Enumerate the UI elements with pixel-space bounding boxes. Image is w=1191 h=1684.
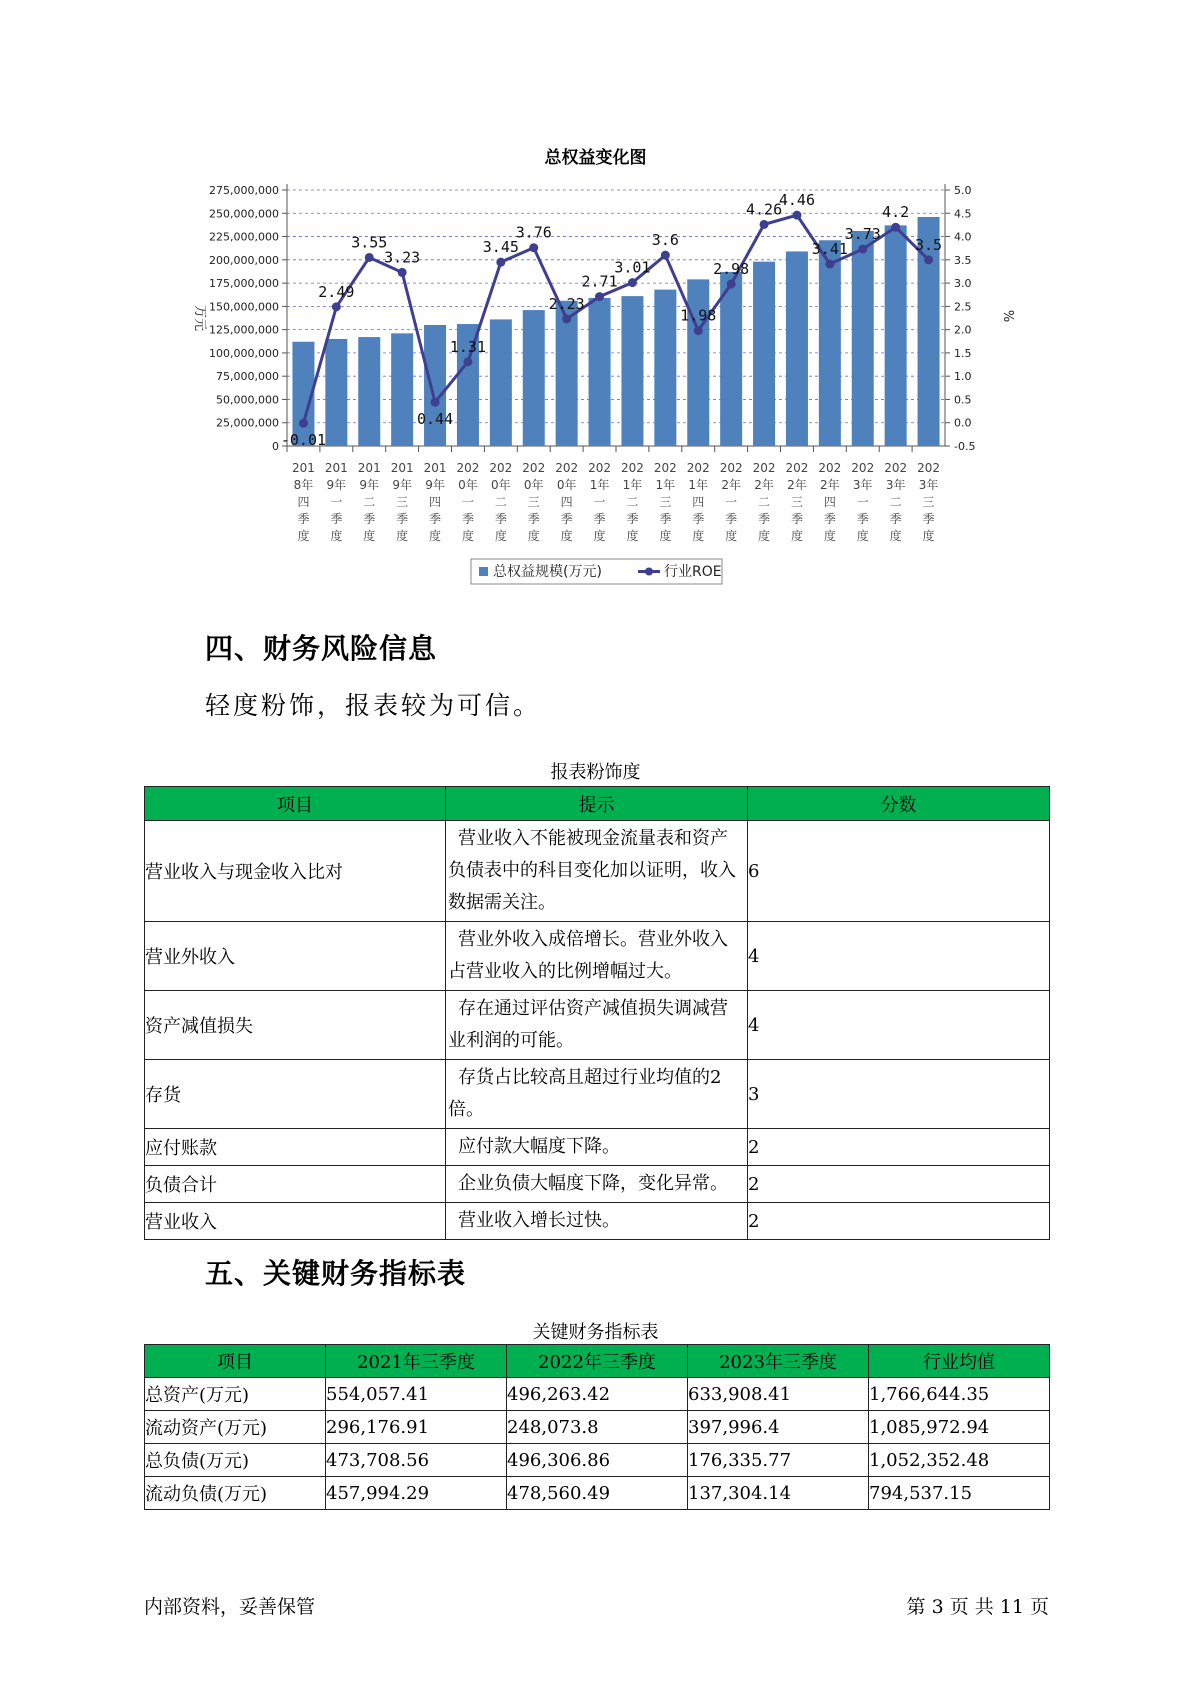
right-axis-tick-label: 0.0	[954, 416, 972, 430]
value-cell: 296,176.91	[326, 1411, 507, 1444]
roe-data-label: 1.31	[449, 337, 487, 356]
roe-point	[858, 245, 867, 254]
section-heading-key-metrics: 五、关键财务指标表	[205, 1257, 467, 1290]
x-axis-tick-label: 季	[560, 512, 573, 526]
roe-point	[431, 398, 440, 407]
bar	[885, 225, 907, 446]
roe-data-label: 3.23	[384, 248, 421, 267]
right-axis-tick-label: 0.5	[954, 393, 972, 407]
roe-data-label: 3.73	[844, 225, 881, 244]
roe-point	[595, 292, 604, 301]
x-axis-tick-label: 度	[790, 529, 803, 543]
right-axis-tick-label: 2.5	[954, 300, 972, 314]
right-axis-tick-label: 4.0	[954, 230, 972, 244]
x-axis-tick-label: 度	[889, 529, 902, 543]
left-axis-tick-label: 175,000,000	[209, 277, 279, 291]
roe-data-label: 2.98	[713, 260, 750, 279]
x-axis-tick-label: 1年	[589, 478, 610, 492]
x-axis-tick-label: 三	[922, 495, 935, 509]
x-axis-tick-label: 季	[429, 512, 442, 526]
bar	[621, 296, 643, 446]
x-axis-tick-label: 201	[291, 461, 315, 475]
x-axis-tick-label: 三	[790, 495, 803, 509]
x-axis-tick-label: 季	[758, 512, 771, 526]
x-axis-tick-label: 一	[856, 495, 869, 509]
roe-data-label: 3.76	[515, 223, 552, 242]
x-axis-tick-label: 季	[527, 512, 540, 526]
risk-summary-text: 轻度粉饰，报表较为可信。	[205, 691, 542, 720]
roe-data-label: 2.23	[548, 294, 585, 313]
x-axis-tick-label: 度	[560, 529, 573, 543]
x-axis-tick-label: 度	[297, 529, 310, 543]
roe-data-label: 3.01	[614, 258, 651, 277]
bar	[523, 310, 545, 446]
x-axis-tick-label: 度	[593, 529, 606, 543]
roe-point	[628, 278, 637, 287]
x-axis-tick-label: 一	[593, 495, 606, 509]
x-axis-tick-label: 四	[692, 495, 705, 509]
hint-cell: 营业外收入成倍增长。营业外收入占营业收入的比例增幅过大。	[446, 922, 748, 991]
x-axis-tick-label: 3年	[885, 478, 906, 492]
x-axis-tick-label: 2年	[754, 478, 774, 492]
x-axis-tick-label: 0年	[556, 478, 577, 492]
legend-bar-label: 总权益规模(万元)	[493, 564, 602, 580]
x-axis-tick-label: 202	[653, 461, 677, 475]
x-axis-tick-label: 三	[659, 495, 672, 509]
score-cell: 2	[748, 1129, 1050, 1166]
x-axis-tick-label: 2年	[787, 478, 807, 492]
table-row	[145, 1378, 1050, 1411]
roe-point	[496, 258, 505, 267]
x-axis-tick-label: 3年	[852, 478, 873, 492]
hint-cell: 营业收入不能被现金流量表和资产负债表中的科目变化加以证明，收入数据需关注。	[446, 821, 748, 922]
x-axis-tick-label: 季	[725, 512, 738, 526]
table-row	[145, 991, 1050, 1060]
right-axis-tick-label: -0.5	[954, 440, 976, 453]
left-axis-tick-label: 250,000,000	[209, 207, 279, 221]
roe-data-label: 4.46	[778, 191, 816, 210]
item-cell: 营业外收入	[145, 922, 446, 991]
x-axis-tick-label: 202	[588, 461, 612, 475]
x-axis-tick-label: 8年	[293, 478, 314, 492]
roe-point	[924, 255, 933, 264]
bar	[589, 298, 611, 446]
left-axis-tick-label: 100,000,000	[209, 346, 279, 360]
value-cell: 457,994.29	[326, 1477, 507, 1510]
x-axis-tick-label: 度	[692, 529, 705, 543]
roe-data-label: 4.26	[745, 200, 783, 219]
roe-point	[891, 223, 900, 232]
score-cell: 4	[748, 922, 1050, 991]
x-axis-tick-label: 202	[752, 461, 776, 475]
x-axis-tick-label: 2年	[721, 478, 741, 492]
value-cell: 1,766,644.35	[869, 1378, 1050, 1411]
value-cell: 794,537.15	[869, 1477, 1050, 1510]
item-cell: 负债合计	[145, 1166, 446, 1203]
x-axis-tick-label: 度	[396, 529, 409, 543]
item-cell: 营业收入与现金收入比对	[145, 821, 446, 922]
x-axis-tick-label: 四	[297, 495, 310, 509]
roe-data-label: 3.41	[811, 240, 848, 259]
header-cell-2021q3: 2021年三季度	[326, 1345, 507, 1378]
score-cell: 6	[748, 821, 1050, 922]
bar	[786, 251, 808, 446]
table-row	[145, 1477, 1050, 1510]
roe-data-label: 0.44	[416, 410, 454, 429]
roe-point	[299, 419, 308, 428]
roe-data-label: 3.5	[915, 235, 943, 254]
x-axis-tick-label: 度	[823, 529, 836, 543]
left-axis-tick-label: 225,000,000	[209, 230, 279, 244]
x-axis-tick-label: 季	[626, 512, 639, 526]
roe-data-label: 2.49	[318, 282, 355, 301]
left-axis-tick-label: 200,000,000	[209, 253, 279, 267]
x-axis-tick-label: 202	[818, 461, 842, 475]
x-axis-tick-label: 202	[555, 461, 579, 475]
x-axis-tick-label: 度	[659, 529, 672, 543]
footer-page-number: 第 3 页 共 11 页	[906, 1596, 1049, 1618]
right-axis-tick-label: 2.0	[954, 323, 972, 337]
header-cell-score: 分数	[748, 787, 1050, 821]
x-axis-tick-label: 202	[719, 461, 743, 475]
roe-point	[398, 268, 407, 277]
x-axis-tick-label: 三	[396, 495, 409, 509]
equity-chart	[0, 0, 1191, 600]
x-axis-tick-label: 度	[429, 529, 442, 543]
bar	[358, 337, 380, 446]
left-axis-tick-label: 275,000,000	[209, 184, 279, 197]
x-axis-tick-label: 度	[626, 529, 639, 543]
roe-data-label: 1.98	[680, 306, 717, 325]
x-axis-tick-label: 季	[856, 512, 869, 526]
value-cell: 176,335.77	[688, 1444, 869, 1477]
value-cell: 496,263.42	[507, 1378, 688, 1411]
bar	[753, 262, 775, 446]
value-cell: 137,304.14	[688, 1477, 869, 1510]
section-heading-risk: 四、财务风险信息	[205, 632, 438, 665]
hint-cell: 企业负债大幅度下降，变化异常。	[446, 1166, 748, 1203]
header-cell-industry-avg: 行业均值	[869, 1345, 1050, 1378]
x-axis-tick-label: 1年	[655, 478, 676, 492]
roe-data-label: 3.6	[651, 231, 679, 250]
x-axis-tick-label: 201	[390, 461, 414, 475]
footer-confidential: 内部资料，妥善保管	[144, 1596, 316, 1618]
x-axis-tick-label: 202	[489, 461, 513, 475]
value-cell: 478,560.49	[507, 1477, 688, 1510]
roe-point	[694, 326, 703, 335]
header-cell-item: 项目	[145, 787, 446, 821]
risk-table	[144, 786, 1050, 1240]
x-axis-tick-label: 201	[423, 461, 447, 475]
x-axis-tick-label: 四	[560, 495, 573, 509]
roe-data-label: 2.71	[581, 272, 618, 291]
x-axis-tick-label: 季	[659, 512, 672, 526]
item-cell: 存货	[145, 1060, 446, 1129]
table-row	[145, 821, 1050, 922]
metric-name-cell: 总资产(万元)	[145, 1378, 326, 1411]
x-axis-tick-label: 季	[790, 512, 803, 526]
roe-point	[825, 260, 834, 269]
value-cell: 1,085,972.94	[869, 1411, 1050, 1444]
header-cell-hint: 提示	[446, 787, 748, 821]
x-axis-tick-label: 二	[494, 495, 507, 509]
x-axis-tick-label: 季	[922, 512, 935, 526]
x-axis-tick-label: 度	[922, 529, 935, 543]
risk-table-caption: 报表粉饰度	[550, 762, 641, 783]
x-axis-tick-label: 202	[785, 461, 809, 475]
left-axis-title: 万元	[192, 304, 207, 332]
x-axis-tick-label: 一	[725, 495, 738, 509]
roe-data-label: -0.01	[280, 431, 327, 450]
bar	[391, 333, 413, 446]
x-axis-tick-label: 度	[527, 529, 540, 543]
roe-point	[661, 251, 670, 260]
x-axis-tick-label: 一	[330, 495, 343, 509]
x-axis-tick-label: 202	[620, 461, 644, 475]
right-axis-tick-label: 1.0	[954, 370, 972, 384]
x-axis-tick-label: 季	[330, 512, 343, 526]
bar	[819, 240, 841, 446]
item-cell: 应付账款	[145, 1129, 446, 1166]
roe-point	[760, 220, 769, 229]
x-axis-tick-label: 二	[889, 495, 902, 509]
x-axis-tick-label: 度	[856, 529, 869, 543]
table-row	[145, 1129, 1050, 1166]
roe-point	[562, 314, 571, 323]
table-row	[145, 922, 1050, 991]
x-axis-tick-label: 9年	[425, 478, 445, 492]
right-axis-tick-label: 3.5	[954, 253, 972, 267]
x-axis-tick-label: 季	[692, 512, 705, 526]
metrics-table	[144, 1344, 1050, 1510]
x-axis-tick-label: 二	[626, 495, 639, 509]
legend-line-marker	[645, 568, 653, 576]
left-axis-tick-label: 25,000,000	[216, 416, 279, 430]
left-axis-tick-label: 75,000,000	[216, 370, 279, 384]
roe-point	[463, 357, 472, 366]
x-axis-tick-label: 度	[758, 529, 771, 543]
left-axis-tick-label: 0	[272, 440, 279, 453]
x-axis-tick-label: 9年	[359, 478, 380, 492]
bar	[852, 231, 874, 446]
hint-cell: 应付款大幅度下降。	[446, 1129, 748, 1166]
metric-name-cell: 总负债(万元)	[145, 1444, 326, 1477]
x-axis-tick-label: 一	[461, 495, 474, 509]
header-cell-item: 项目	[145, 1345, 326, 1378]
x-axis-tick-label: 四	[823, 495, 836, 509]
left-axis-tick-label: 150,000,000	[209, 300, 279, 314]
bar	[720, 272, 742, 446]
value-cell: 248,073.8	[507, 1411, 688, 1444]
x-axis-tick-label: 季	[593, 512, 606, 526]
table-row	[145, 1060, 1050, 1129]
right-axis-tick-label: 5.0	[954, 184, 972, 197]
hint-cell: 存货占比较高且超过行业均值的2倍。	[446, 1060, 748, 1129]
score-cell: 2	[748, 1166, 1050, 1203]
metrics-table-caption: 关键财务指标表	[532, 1322, 659, 1343]
x-axis-tick-label: 0年	[491, 478, 511, 492]
header-cell-2023q3: 2023年三季度	[688, 1345, 869, 1378]
x-axis-tick-label: 9年	[326, 478, 347, 492]
x-axis-tick-label: 季	[363, 512, 376, 526]
bar	[654, 290, 676, 446]
header-cell-2022q3: 2022年三季度	[507, 1345, 688, 1378]
right-axis-tick-label: 3.0	[954, 277, 972, 291]
roe-data-label: 3.45	[482, 238, 519, 257]
x-axis-tick-label: 度	[363, 529, 376, 543]
value-cell: 633,908.41	[688, 1378, 869, 1411]
x-axis-tick-label: 度	[330, 529, 343, 543]
roe-point	[529, 243, 538, 252]
legend-line-label: 行业ROE	[664, 564, 722, 580]
x-axis-tick-label: 四	[429, 495, 442, 509]
right-axis-title: %	[1000, 309, 1015, 323]
right-axis-tick-label: 4.5	[954, 207, 972, 221]
roe-data-label: 3.55	[351, 233, 388, 252]
legend-bar-swatch	[479, 567, 488, 576]
x-axis-tick-label: 度	[725, 529, 738, 543]
x-axis-tick-label: 201	[357, 461, 381, 475]
bar	[325, 339, 347, 446]
score-cell: 2	[748, 1203, 1050, 1240]
value-cell: 397,996.4	[688, 1411, 869, 1444]
x-axis-tick-label: 度	[494, 529, 507, 543]
x-axis-tick-label: 季	[461, 512, 474, 526]
x-axis-tick-label: 202	[686, 461, 710, 475]
score-cell: 4	[748, 991, 1050, 1060]
right-axis-tick-label: 1.5	[954, 346, 972, 360]
x-axis-tick-label: 季	[823, 512, 836, 526]
left-axis-tick-label: 125,000,000	[209, 323, 279, 337]
x-axis-tick-label: 3年	[918, 478, 939, 492]
x-axis-tick-label: 三	[527, 495, 540, 509]
x-axis-tick-label: 9年	[392, 478, 412, 492]
value-cell: 554,057.41	[326, 1378, 507, 1411]
roe-point	[792, 211, 801, 220]
bar	[490, 319, 512, 446]
x-axis-tick-label: 202	[522, 461, 546, 475]
value-cell: 496,306.86	[507, 1444, 688, 1477]
x-axis-tick-label: 度	[461, 529, 474, 543]
x-axis-tick-label: 季	[889, 512, 902, 526]
table-row	[145, 1166, 1050, 1203]
x-axis-tick-label: 2年	[820, 478, 840, 492]
table-row	[145, 1203, 1050, 1240]
item-cell: 营业收入	[145, 1203, 446, 1240]
x-axis-tick-label: 季	[396, 512, 409, 526]
hint-cell: 营业收入增长过快。	[446, 1203, 748, 1240]
x-axis-tick-label: 季	[494, 512, 507, 526]
x-axis-tick-label: 0年	[523, 478, 544, 492]
bar	[687, 279, 709, 446]
roe-point	[727, 280, 736, 289]
value-cell: 473,708.56	[326, 1444, 507, 1477]
chart-title: 总权益变化图	[544, 148, 647, 168]
x-axis-tick-label: 201	[324, 461, 348, 475]
x-axis-tick-label: 季	[297, 512, 310, 526]
value-cell: 1,052,352.48	[869, 1444, 1050, 1477]
item-cell: 资产减值损失	[145, 991, 446, 1060]
x-axis-tick-label: 1年	[688, 478, 709, 492]
x-axis-tick-label: 202	[456, 461, 480, 475]
roe-data-label: 4.2	[882, 203, 910, 222]
table-row	[145, 1444, 1050, 1477]
left-axis-tick-label: 50,000,000	[216, 393, 279, 407]
metric-name-cell: 流动负债(万元)	[145, 1477, 326, 1510]
table-row	[145, 1411, 1050, 1444]
x-axis-tick-label: 0年	[458, 478, 478, 492]
x-axis-tick-label: 202	[884, 461, 908, 475]
hint-cell: 存在通过评估资产减值损失调减营业利润的可能。	[446, 991, 748, 1060]
score-cell: 3	[748, 1060, 1050, 1129]
x-axis-tick-label: 202	[917, 461, 941, 475]
x-axis-tick-label: 202	[851, 461, 875, 475]
x-axis-tick-label: 二	[363, 495, 376, 509]
roe-point	[365, 253, 374, 262]
metric-name-cell: 流动资产(万元)	[145, 1411, 326, 1444]
x-axis-tick-label: 1年	[622, 478, 643, 492]
roe-point	[332, 302, 341, 311]
x-axis-tick-label: 二	[758, 495, 771, 509]
